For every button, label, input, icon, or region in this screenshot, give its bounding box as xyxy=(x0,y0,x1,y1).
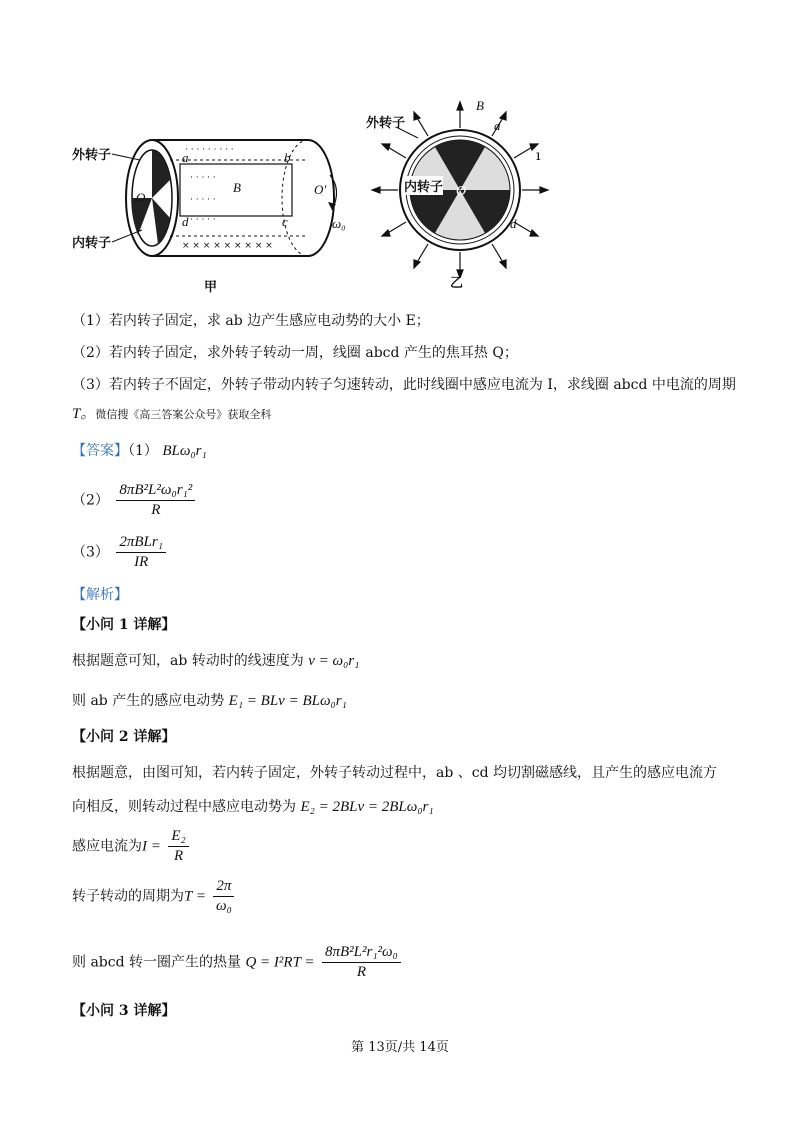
figure-jia xyxy=(70,130,360,300)
jia-inner-rotor-label: 内转子 xyxy=(72,236,112,251)
sub2-line-2-math: E₂ = 2BLv = 2BLω₀r₁ xyxy=(300,799,434,815)
svg-text:ω₀: ω₀ xyxy=(332,216,346,231)
jia-outer-rotor-label: 外转子 xyxy=(72,148,112,163)
period-symbol: T。 xyxy=(72,406,96,422)
svg-text:d: d xyxy=(182,214,189,229)
sub2-line-4-lhs: T = xyxy=(184,888,206,905)
sub2-line-4-text: 转子转动的周期为 xyxy=(72,888,184,905)
answer-2-prefix: （2） xyxy=(72,492,109,509)
answer-2-numerator: 8πB²L²ω₀r₁² xyxy=(116,482,195,501)
sub2-title: 【小问 2 详解】 xyxy=(72,729,176,745)
svg-text:B: B xyxy=(476,98,484,113)
stray-mark: ı xyxy=(536,148,541,164)
yi-inner-rotor-label: 内转子 xyxy=(404,176,443,195)
svg-text:d: d xyxy=(510,216,517,231)
sub2-line-4-numerator: 2π xyxy=(213,878,234,897)
svg-text:B: B xyxy=(233,180,241,195)
page-footer: 第 13页/共 14页 xyxy=(351,1040,449,1055)
sub2-line-3 xyxy=(72,828,192,865)
sub1-line-1 xyxy=(72,650,359,670)
svg-text:· · · · · · · · ·: · · · · · · · · · xyxy=(185,145,234,155)
svg-text:a: a xyxy=(182,150,189,165)
svg-text:a: a xyxy=(494,118,501,133)
sub2-line-3-denominator: R xyxy=(173,848,184,864)
answer-line-2 xyxy=(72,482,198,519)
sub1-line-2-text: 则 ab 产生的感应电动势 xyxy=(72,693,225,709)
sub1-title: 【小问 1 详解】 xyxy=(72,617,176,633)
svg-text:c: c xyxy=(282,214,288,229)
jia-caption: 甲 xyxy=(204,280,218,295)
answer-3-numerator: 2πBLr₁ xyxy=(116,534,166,553)
question-1: （1）若内转子固定，求 ab 边产生感应电动势的大小 E； xyxy=(72,313,430,329)
sub2-line-5 xyxy=(72,944,404,981)
answer-3-fraction xyxy=(116,534,166,571)
answer-line-1 xyxy=(72,440,207,460)
sub2-line-1: 根据题意，由图可知，若内转子固定，外转子转动过程中，ab 、cd 均切割磁感线，且产生的感应电流方 xyxy=(72,765,718,781)
sub2-line-2-text: 向相反，则转动过程中感应电动势为 xyxy=(72,799,296,815)
sub1-line-1-text: 根据题意可知，ab 转动时的线速度为 xyxy=(72,653,304,669)
sub2-line-3-fraction xyxy=(168,828,188,865)
sub1-line-2 xyxy=(72,690,347,710)
svg-text:O: O xyxy=(136,190,146,205)
question-2: （2）若内转子固定，求外转子转动一周，线圈 abcd 产生的焦耳热 Q； xyxy=(72,345,518,361)
yi-outer-rotor-label: 外转子 xyxy=(366,116,406,131)
answer-1-prefix: （1） xyxy=(128,443,158,459)
sub2-line-5-lhs: Q = I²RT = xyxy=(245,954,315,971)
sub2-line-4 xyxy=(72,878,237,915)
svg-text:b: b xyxy=(284,150,291,165)
svg-text:· · · · ·: · · · · · xyxy=(190,173,216,183)
sub2-line-2 xyxy=(72,796,434,816)
sub2-line-5-denominator: R xyxy=(356,964,366,980)
sub2-line-5-text: 则 abcd 转一圈产生的热量 xyxy=(72,954,242,971)
sub2-line-5-fraction xyxy=(322,944,401,981)
answer-1-math: BLω₀r₁ xyxy=(162,443,207,459)
yi-caption: 乙 xyxy=(450,276,464,291)
answer-label: 【答案】 xyxy=(72,443,128,459)
sub2-line-3-lhs: I = xyxy=(142,838,161,855)
sub2-line-5-numerator: 8πB²L²r₁²ω₀ xyxy=(322,944,401,963)
sub2-line-4-fraction xyxy=(213,878,234,915)
sub1-line-2-math: E₁ = BLv = BLω₀r₁ xyxy=(228,693,347,709)
svg-text:O': O' xyxy=(314,182,327,197)
answer-2-denominator: R xyxy=(151,502,161,518)
question-3: （3）若内转子不固定，外转子带动内转子匀速转动，此时线圈中感应电流为 I，求线圈 abcd 中电流的周期 xyxy=(72,377,736,393)
sub2-line-4-denominator: ω₀ xyxy=(216,898,232,914)
svg-text:· · · · ·: · · · · · xyxy=(190,195,216,205)
watermark-text: 微信搜《高三答案公众号》获取全科 xyxy=(95,408,272,421)
answer-3-denominator: IR xyxy=(134,554,149,570)
sub3-title: 【小问 3 详解】 xyxy=(72,1003,176,1019)
analysis-label: 【解析】 xyxy=(72,587,128,603)
svg-text:O: O xyxy=(456,184,467,199)
svg-text:· · · · ·: · · · · · xyxy=(190,215,216,225)
answer-2-fraction xyxy=(116,482,195,519)
svg-text:× × × × × × × × ×: × × × × × × × × × xyxy=(182,241,273,251)
sub2-line-3-text: 感应电流为 xyxy=(72,838,142,855)
answer-3-prefix: （3） xyxy=(72,544,109,561)
question-3-tail xyxy=(72,402,271,423)
sub2-line-3-numerator: E₂ xyxy=(168,828,188,847)
sub1-line-1-math: v = ω₀r₁ xyxy=(308,653,360,669)
answer-line-3 xyxy=(72,534,169,571)
